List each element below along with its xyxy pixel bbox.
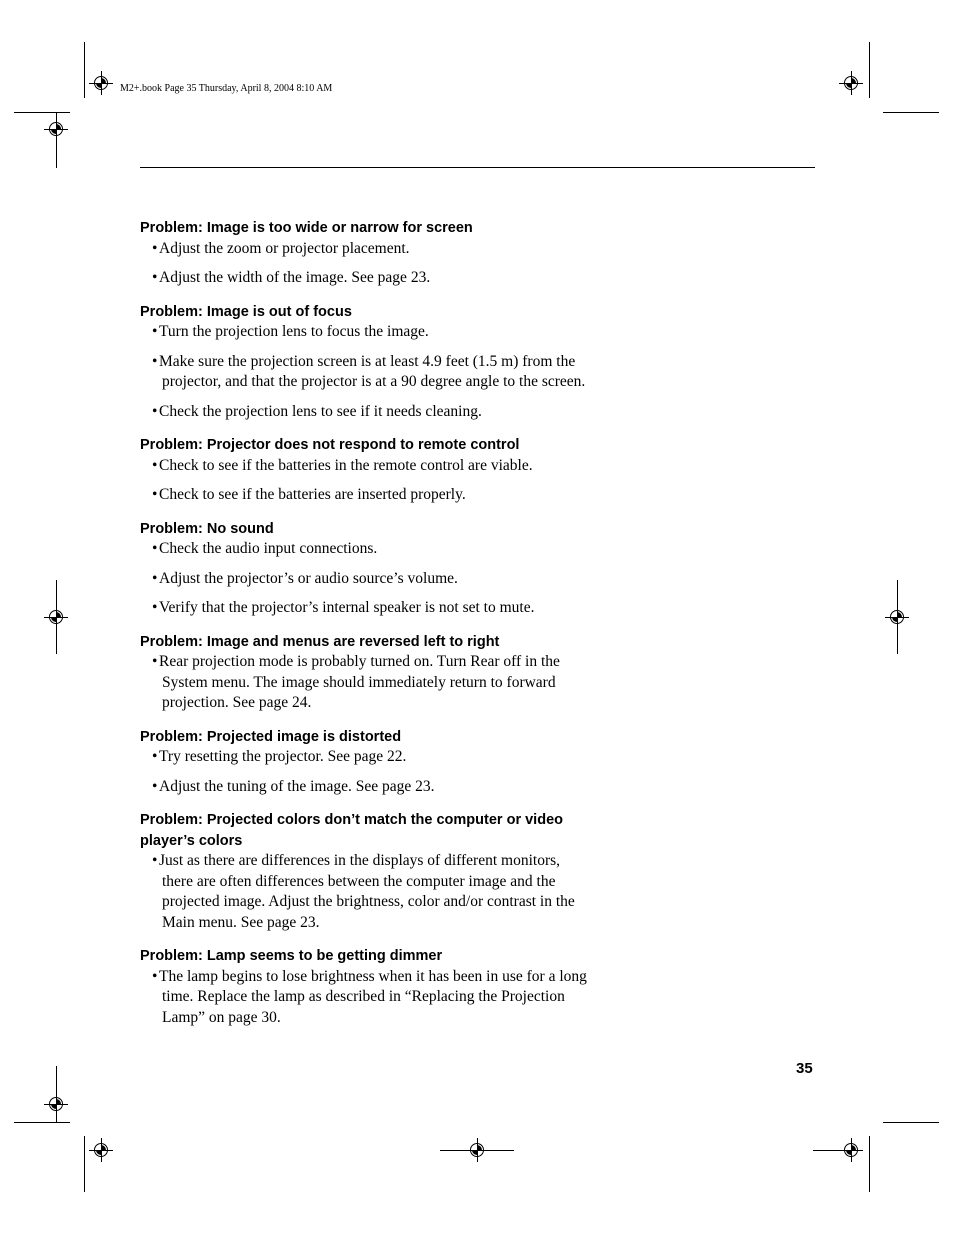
list-item: • Check the projection lens to see if it needs cleaning. — [152, 402, 482, 420]
list-item: • Turn the projection lens to focus the image. — [152, 323, 429, 340]
problem-section — [140, 435, 590, 506]
problem-section — [140, 519, 590, 619]
list-item: • Adjust the width of the image. See page 23. — [152, 269, 431, 286]
list-item: • Adjust the tuning of the image. See page 23. — [152, 777, 435, 795]
problem-heading: Problem: Image is too wide or narrow for screen — [140, 220, 473, 236]
problem-section — [140, 632, 590, 714]
print-slug: M2+.book Page 35 Thursday, April 8, 2004 8:10 AM — [120, 83, 333, 94]
page-number: 35 — [796, 1060, 813, 1077]
list-item: • Check to see if the batteries are inserted properly. — [152, 486, 466, 503]
registration-mark-icon — [844, 1143, 858, 1157]
registration-mark-icon — [470, 1143, 484, 1157]
list-item: • Adjust the zoom or projector placement. — [152, 239, 410, 257]
list-item: • Just as there are differences in the displays of different monitors, there are often differences between the computer image and the projected image. Adjust the brightness, color and/or contrast in the Main menu. See page 23. — [152, 852, 575, 931]
problem-section — [140, 218, 590, 289]
list-item: • Make sure the projection screen is at least 4.9 feet (1.5 m) from the projector, and that the projector is at a 90 degree angle to the screen. — [152, 352, 586, 390]
registration-mark-icon — [94, 76, 108, 90]
troubleshooting-content — [140, 218, 590, 1041]
registration-mark-icon — [49, 1097, 63, 1111]
problem-heading: Problem: No sound — [140, 520, 274, 537]
list-item: • Try resetting the projector. See page 22. — [152, 748, 407, 765]
problem-section — [140, 302, 590, 423]
problem-section — [140, 946, 590, 1028]
problem-section — [140, 810, 590, 933]
registration-mark-icon — [890, 610, 904, 624]
problem-heading: Problem: Projected image is distorted — [140, 728, 402, 745]
problem-heading: Problem: Image and menus are reversed left to right — [140, 633, 500, 650]
list-item: • Adjust the projector’s or audio source’s volume. — [152, 569, 458, 587]
problem-heading: Problem: Projector does not respond to remote control — [140, 437, 520, 453]
header-rule — [140, 167, 815, 168]
list-item: • The lamp begins to lose brightness when it has been in use for a long time. Replace the lamp as described in “Replacing the Projection Lamp” on page 30. — [152, 967, 587, 1026]
list-item: • Check to see if the batteries in the remote control are viable. — [152, 456, 533, 474]
registration-mark-icon — [844, 76, 858, 90]
problem-heading: Problem: Image is out of focus — [140, 303, 352, 320]
problem-heading: Problem: Projected colors don’t match the computer or video player’s colors — [140, 812, 563, 849]
list-item: • Verify that the projector’s internal speaker is not set to mute. — [152, 599, 535, 616]
registration-mark-icon — [49, 122, 63, 136]
list-item: • Check the audio input connections. — [152, 540, 378, 557]
problem-section — [140, 727, 590, 798]
list-item: • Rear projection mode is probably turned on. Turn Rear off in the System menu. The image should immediately return to forward projection. See page 24. — [152, 653, 560, 711]
registration-mark-icon — [94, 1143, 108, 1157]
problem-heading: Problem: Lamp seems to be getting dimmer — [140, 948, 443, 964]
registration-mark-icon — [49, 610, 63, 624]
